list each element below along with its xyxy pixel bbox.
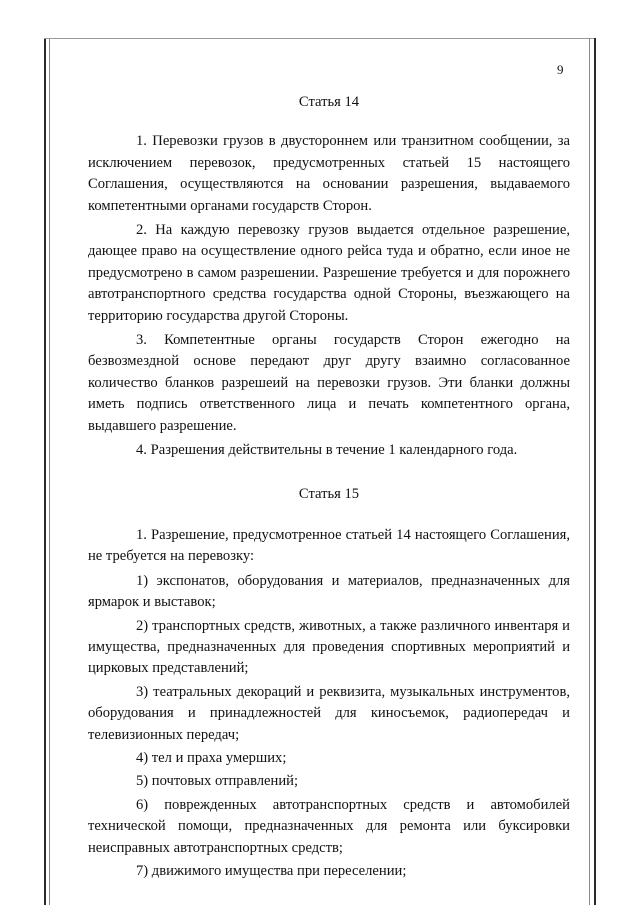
page-border-right-inner xyxy=(589,38,590,905)
article-15-item: 5) почтовых отправлений; xyxy=(136,773,299,790)
page-border-top xyxy=(44,38,596,39)
article-15-item: 4) тел и праха умерших; xyxy=(136,749,287,766)
page-border-left-inner xyxy=(49,38,50,905)
article-14-paragraph: 1. Перевозки грузов в двустороннем или транзитном сообщении, за исключением перевозок, предусмотренных статьей 15 настоящего Соглашения, осуществляются на основании разрешения, выдаваемого компетентными органами государств Сторон. xyxy=(88,133,570,214)
page-number: 9 xyxy=(557,62,564,77)
article-14-title: Статья 14 xyxy=(298,94,360,110)
article-14-paragraph: 4. Разрешения действительны в течение 1 календарного года. xyxy=(136,442,518,459)
article-15-item: 3) театральных декораций и реквизита, музыкальных инструментов, оборудования и принадлежностей для киносъемок, радиопередач и телевизионных передач; xyxy=(88,683,570,743)
article-15-item: 1) экспонатов, оборудования и материалов, предназначенных для ярмарок и выставок; xyxy=(88,572,570,611)
document-body xyxy=(88,92,570,884)
article-15-item: 2) транспортных средств, животных, а также различного инвентаря и имущества, предназначенных для проведения спортивных мероприятий и цирковых представлений; xyxy=(88,617,570,677)
article-15-item: 7) движимого имущества при переселении; xyxy=(136,863,407,879)
article-14-paragraph: 3. Компетентные органы государств Сторон ежегодно на безвозмездной основе передают друг другу взаимно согласованное количество бланков разрешеий на перевозки грузов. Эти бланки должны иметь подпись ответственного лица и печать компетентного органа, выдавшего разрешение. xyxy=(88,332,570,434)
article-15-item: 6) поврежденных автотранспортных средств и автомобилей технической помощи, предназначенных для ремонта или буксировки неисправных автотранспортных средств; xyxy=(88,796,570,856)
page-border-left xyxy=(44,38,46,905)
page-border-right xyxy=(594,38,596,905)
article-15-title: Статья 15 xyxy=(298,485,360,502)
article-14-paragraph: 2. На каждую перевозку грузов выдается отдельное разрешение, дающее право на осуществление одного рейса туда и обратно, если иное не предусмотрено в самом разрешении. Разрешение требуется и для порожнего автотранспортного средства государства одной Стороны, въезжающего на территорию государства другой Стороны. xyxy=(88,222,570,324)
article-15-intro: 1. Разрешение, предусмотренное статьей 14 настоящего Соглашения, не требуется на перевозку: xyxy=(88,526,570,565)
